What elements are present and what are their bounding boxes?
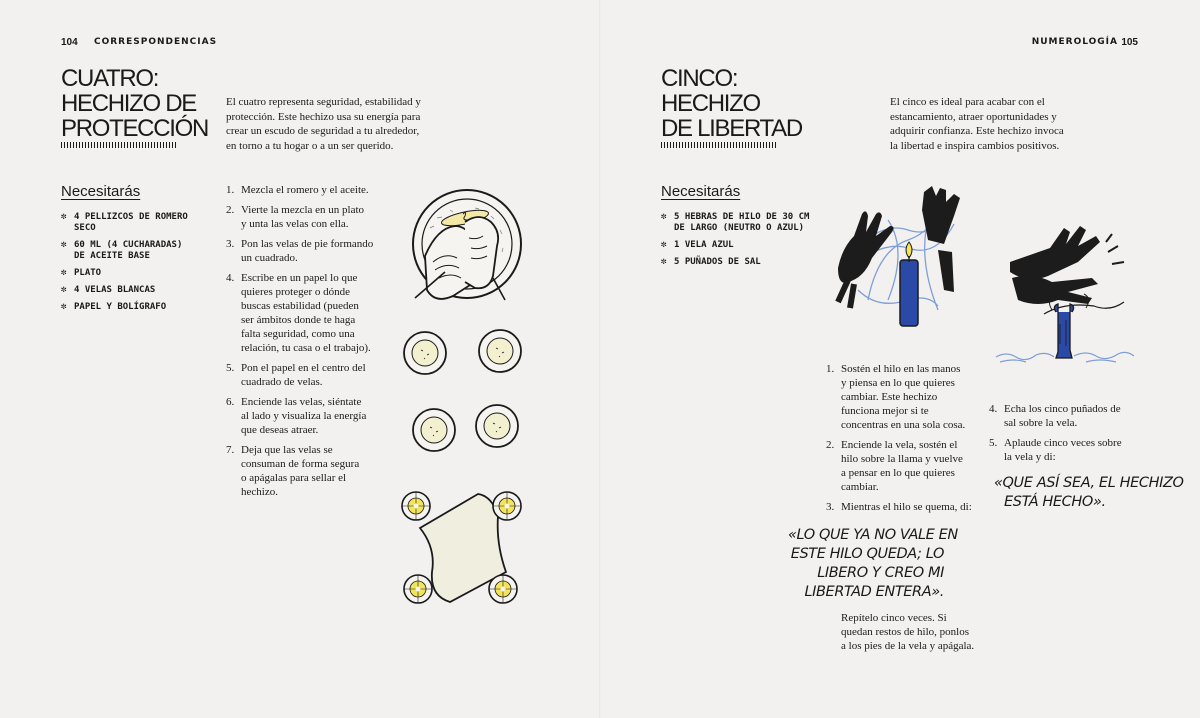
candle-icon xyxy=(479,330,521,372)
left-needs-heading: Necesitarás xyxy=(61,183,141,200)
step-item: 5. Pon el papel en el centro del cuadrado de velas. xyxy=(226,362,366,388)
step-item: 3. Pon las velas de pie formando un cuadrado. xyxy=(226,238,374,264)
left-running-header: CORRESPONDENCIAS xyxy=(94,37,218,47)
right-needs-list xyxy=(661,212,851,274)
list-item: ✼ PLATO xyxy=(61,268,102,278)
left-steps xyxy=(226,183,396,505)
chant-quote-2: «QUE ASÍ SEA, EL HECHIZO ESTÁ HECHO». xyxy=(994,475,1184,510)
left-intro: El cuatro representa seguridad, estabilidad y protección. Este hechizo usa su energía para crear un escudo de seguridad a tu alrededor, en torno a tu hogar o a un ser querido. xyxy=(226,96,421,152)
step-item: 5. Aplaude cinco veces sobre la vela y di: xyxy=(989,437,1122,463)
step-item: 2. Enciende la vela, sostén el hilo sobre la llama y vuelve a pensar en lo que quieres cambiar. xyxy=(826,439,963,493)
right-page xyxy=(600,0,1200,718)
left-needs-list xyxy=(61,212,211,319)
asterisk-icon: ✼ xyxy=(61,268,67,278)
candles-paper-illustration xyxy=(398,488,528,610)
repeat-instructions: Repítelo cinco veces. Si quedan restos de hilo, ponlos a los pies de la vela y apágala. xyxy=(841,612,975,652)
clapping-hands-illustration xyxy=(990,212,1138,367)
right-title-rule xyxy=(661,142,777,148)
step-item: 1. Mezcla el romero y el aceite. xyxy=(226,184,369,196)
asterisk-icon: ✼ xyxy=(61,285,67,295)
asterisk-icon: ✼ xyxy=(661,257,667,267)
list-item: ✼ 5 PUÑADOS DE SAL xyxy=(661,257,761,267)
list-item: ✼ 5 HEBRAS DE HILO DE 30 CM DE LARGO (NEUTRO O AZUL) xyxy=(661,212,810,233)
candles-top-view-illustration xyxy=(400,328,525,473)
right-intro: El cinco es ideal para acabar con el estancamiento, atraer oportunidades y adquirir confianza. Este hechizo invoca la libertad e inspira cambios positivos. xyxy=(890,96,1064,152)
list-item: ✼ 4 PELLIZCOS DE ROMERO SECO xyxy=(61,212,188,233)
hands-plate-illustration xyxy=(405,188,530,310)
chant-quote-1: «LO QUE YA NO VALE EN ESTE HILO QUEDA; LO LIBERO Y CREO MI LIBERTAD ENTERA». xyxy=(788,527,958,600)
candle-icon xyxy=(413,409,455,451)
step-item: 4. Echa los cinco puñados de sal sobre la vela. xyxy=(989,403,1121,429)
step-item: 1. Sostén el hilo en las manos y piensa en lo que quieres cambiar. Este hechizo funciona mejor si te concentras en una sola cosa. xyxy=(826,363,966,431)
list-item: ✼ 60 ML (4 CUCHARADAS) DE ACEITE BASE xyxy=(61,240,183,261)
list-item: ✼ 1 VELA AZUL xyxy=(661,240,734,250)
left-page-number: 104 xyxy=(61,37,78,48)
right-page-number: 105 xyxy=(1121,37,1138,48)
candle-icon xyxy=(404,332,446,374)
asterisk-icon: ✼ xyxy=(61,240,67,250)
right-steps-b xyxy=(989,402,1149,470)
left-spell-title: CUATRO: HECHIZO DE PROTECCIÓN xyxy=(61,65,209,142)
list-item: ✼ 4 VELAS BLANCAS xyxy=(61,285,156,295)
step-item: 3. Mientras el hilo se quema, di: xyxy=(826,501,972,513)
right-steps-a xyxy=(826,362,996,520)
step-item: 7. Deja que las velas se consuman de forma segura o apágalas para sellar el hechizo. xyxy=(226,444,360,498)
asterisk-icon: ✼ xyxy=(661,212,667,222)
step-item: 6. Enciende las velas, siéntate al lado y visualiza la energía que deseas atraer. xyxy=(226,396,367,436)
right-needs-heading: Necesitarás xyxy=(661,183,741,200)
candle-icon xyxy=(476,405,518,447)
left-title-rule xyxy=(61,142,177,148)
right-spell-title: CINCO: HECHIZO DE LIBERTAD xyxy=(661,65,802,142)
list-item: ✼ PAPEL Y BOLÍGRAFO xyxy=(61,302,167,312)
asterisk-icon: ✼ xyxy=(61,212,67,222)
hands-thread-candle-illustration xyxy=(828,180,978,330)
asterisk-icon: ✼ xyxy=(661,240,667,250)
step-item: 2. Vierte la mezcla en un plato y unta las velas con ella. xyxy=(226,204,365,230)
step-item: 4. Escribe en un papel lo que quieres proteger o dónde buscas estabilidad (pueden ser ámbitos donde te haga falta seguridad, como una relación, tu casa o el trabajo). xyxy=(226,272,371,354)
asterisk-icon: ✼ xyxy=(61,302,67,312)
right-running-header: NUMEROLOGÍA xyxy=(1031,37,1118,47)
